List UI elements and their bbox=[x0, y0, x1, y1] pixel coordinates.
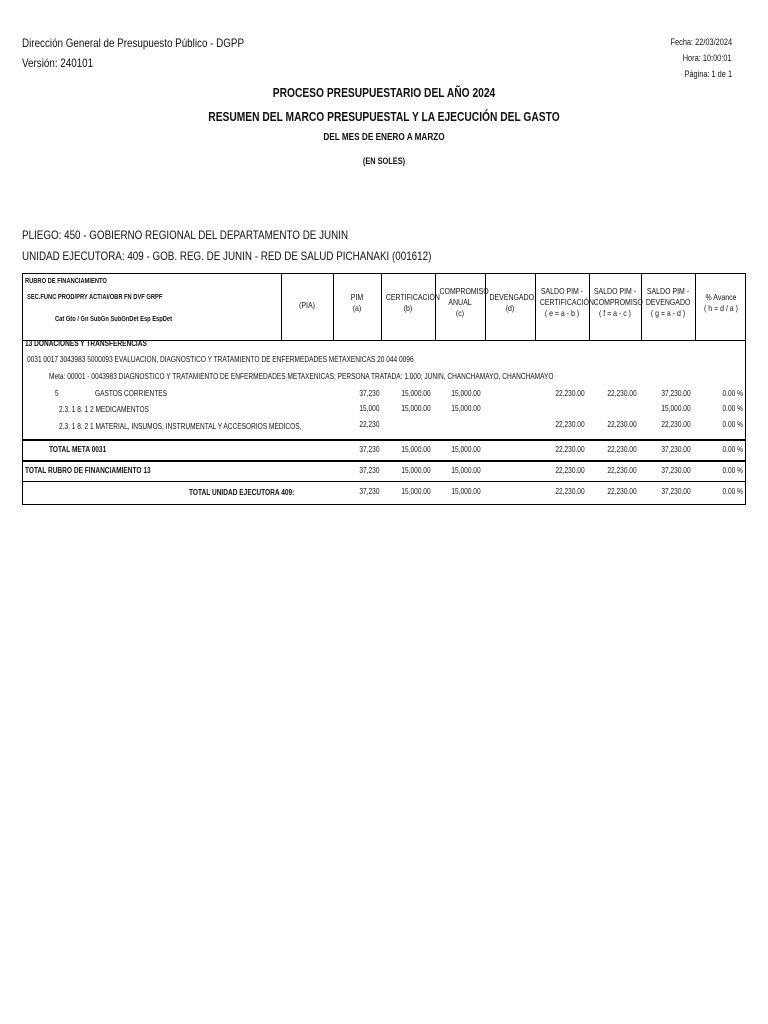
hdr-catgto: Cat Gto / Gn SubGn SubGnDet Esp EspDet bbox=[55, 316, 173, 323]
tu-pim: 37,230 bbox=[358, 487, 379, 496]
hdr-certificacion: CERTIFICACIÓN (b) bbox=[385, 292, 440, 313]
med-s3: 15,000.00 bbox=[661, 404, 691, 413]
mat-pim: 22,230 bbox=[358, 420, 379, 429]
gc-av: 0.00 % bbox=[722, 389, 743, 398]
hdr-avance: % Avance ( h = d / a ) bbox=[704, 292, 738, 313]
tm-s3: 37,230.00 bbox=[661, 445, 691, 454]
hdr-secfunc: SEC.FUNC PROD/PRY ACT/AI/OBR FN DVF GRPF bbox=[27, 294, 163, 301]
tm-comp: 15,000.00 bbox=[451, 445, 481, 454]
report-title: PROCESO PRESUPUESTARIO DEL AÑO 2024 bbox=[272, 86, 496, 100]
mat-label: 2.3. 1 8. 2 1 MATERIAL, INSUMOS, INSTRUMENTAL Y ACCESORIOS MEDICOS, bbox=[59, 422, 302, 431]
total-rubro-label: TOTAL RUBRO DE FINANCIAMIENTO 13 bbox=[25, 466, 151, 475]
secfunc-line: 0031 0017 3043983 5000093 EVALUACION, DIAGNOSTICO Y TRATAMIENTO DE ENFERMEDADES METAXENICAS 20 044 0096 bbox=[27, 355, 414, 364]
tm-av: 0.00 % bbox=[722, 445, 743, 454]
gc-label: GASTOS CORRIENTES bbox=[95, 389, 168, 398]
gc-comp: 15,000.00 bbox=[451, 389, 481, 398]
tm-pim: 37,230 bbox=[358, 445, 379, 454]
budget-table bbox=[22, 273, 746, 505]
hdr-pia: (PIA) bbox=[299, 300, 315, 310]
hora: Hora: 10:00:01 bbox=[683, 53, 732, 63]
tu-comp: 15,000.00 bbox=[451, 487, 481, 496]
fecha: Fecha: 22/03/2024 bbox=[670, 37, 732, 47]
med-pim: 15,000 bbox=[358, 404, 379, 413]
tr-av: 0.00 % bbox=[722, 466, 743, 475]
tu-cert: 15,000.00 bbox=[401, 487, 431, 496]
gc-s2: 22,230.00 bbox=[607, 389, 637, 398]
hdr-devengado: DEVENGADO (d) bbox=[489, 292, 535, 313]
hdr-saldo-dev: SALDO PIM - DEVENGADO ( g = a - d ) bbox=[645, 286, 691, 318]
pliego: PLIEGO: 450 - GOBIERNO REGIONAL DEL DEPARTAMENTO DE JUNIN bbox=[22, 228, 349, 242]
hdr-compromiso: COMPROMISO ANUAL (c) bbox=[439, 286, 489, 318]
hdr-pim: PIM (a) bbox=[350, 292, 364, 313]
hdr-saldo-comp: SALDO PIM - COMPROMISO ( f = a - c ) bbox=[593, 286, 643, 318]
hdr-saldo-cert: SALDO PIM - CERTIFICACIÓN ( e = a - b ) bbox=[539, 286, 594, 318]
tu-s3: 37,230.00 bbox=[661, 487, 691, 496]
tu-av: 0.00 % bbox=[722, 487, 743, 496]
version: Versión: 240101 bbox=[22, 56, 94, 70]
pagina: Página: 1 de 1 bbox=[684, 69, 732, 79]
tr-cert: 15,000.00 bbox=[401, 466, 431, 475]
gc-s3: 37,230.00 bbox=[661, 389, 691, 398]
tm-s1: 22,230.00 bbox=[555, 445, 585, 454]
tm-cert: 15,000.00 bbox=[401, 445, 431, 454]
tr-comp: 15,000.00 bbox=[451, 466, 481, 475]
tu-s1: 22,230.00 bbox=[555, 487, 585, 496]
mat-s2: 22,230.00 bbox=[607, 420, 637, 429]
report-period: DEL MES DE ENERO A MARZO bbox=[323, 132, 445, 143]
org-name: Dirección General de Presupuesto Público - DGPP bbox=[22, 36, 245, 50]
mat-s3: 22,230.00 bbox=[661, 420, 691, 429]
gc-s1: 22,230.00 bbox=[555, 389, 585, 398]
hdr-rubro: RUBRO DE FINANCIAMIENTO bbox=[25, 278, 107, 285]
tu-s2: 22,230.00 bbox=[607, 487, 637, 496]
tr-s3: 37,230.00 bbox=[661, 466, 691, 475]
med-comp: 15,000.00 bbox=[451, 404, 481, 413]
rubro-13: 13 DONACIONES Y TRANSFERENCIAS bbox=[25, 339, 147, 348]
med-av: 0.00 % bbox=[722, 404, 743, 413]
tr-s1: 22,230.00 bbox=[555, 466, 585, 475]
total-unidad-label: TOTAL UNIDAD EJECUTORA 409: bbox=[189, 488, 295, 497]
report-currency: (EN SOLES) bbox=[362, 156, 406, 166]
tr-pim: 37,230 bbox=[358, 466, 379, 475]
tr-s2: 22,230.00 bbox=[607, 466, 637, 475]
tm-s2: 22,230.00 bbox=[607, 445, 637, 454]
med-cert: 15,000.00 bbox=[401, 404, 431, 413]
report-subtitle: RESUMEN DEL MARCO PRESUPUESTAL Y LA EJECUCIÓN DEL GASTO bbox=[208, 110, 560, 124]
unidad-ejecutora: UNIDAD EJECUTORA: 409 - GOB. REG. DE JUNIN - RED DE SALUD PICHANAKI (001612) bbox=[22, 249, 432, 263]
gc-pim: 37,230 bbox=[358, 389, 379, 398]
mat-s1: 22,230.00 bbox=[555, 420, 585, 429]
total-meta-label: TOTAL META 0031 bbox=[49, 445, 107, 454]
gc-code: 5 bbox=[55, 389, 59, 398]
med-label: 2.3. 1 8. 1 2 MEDICAMENTOS bbox=[59, 405, 149, 414]
gc-cert: 15,000.00 bbox=[401, 389, 431, 398]
meta-line: Meta: 00001 - 0043983 DIAGNOSTICO Y TRATAMIENTO DE ENFERMEDADES METAXENICAS; PERSONA TRATADA: 1.000; JUNIN, CHANCHAMAYO, CHANCHAMAYO bbox=[49, 372, 554, 381]
mat-av: 0.00 % bbox=[722, 420, 743, 429]
